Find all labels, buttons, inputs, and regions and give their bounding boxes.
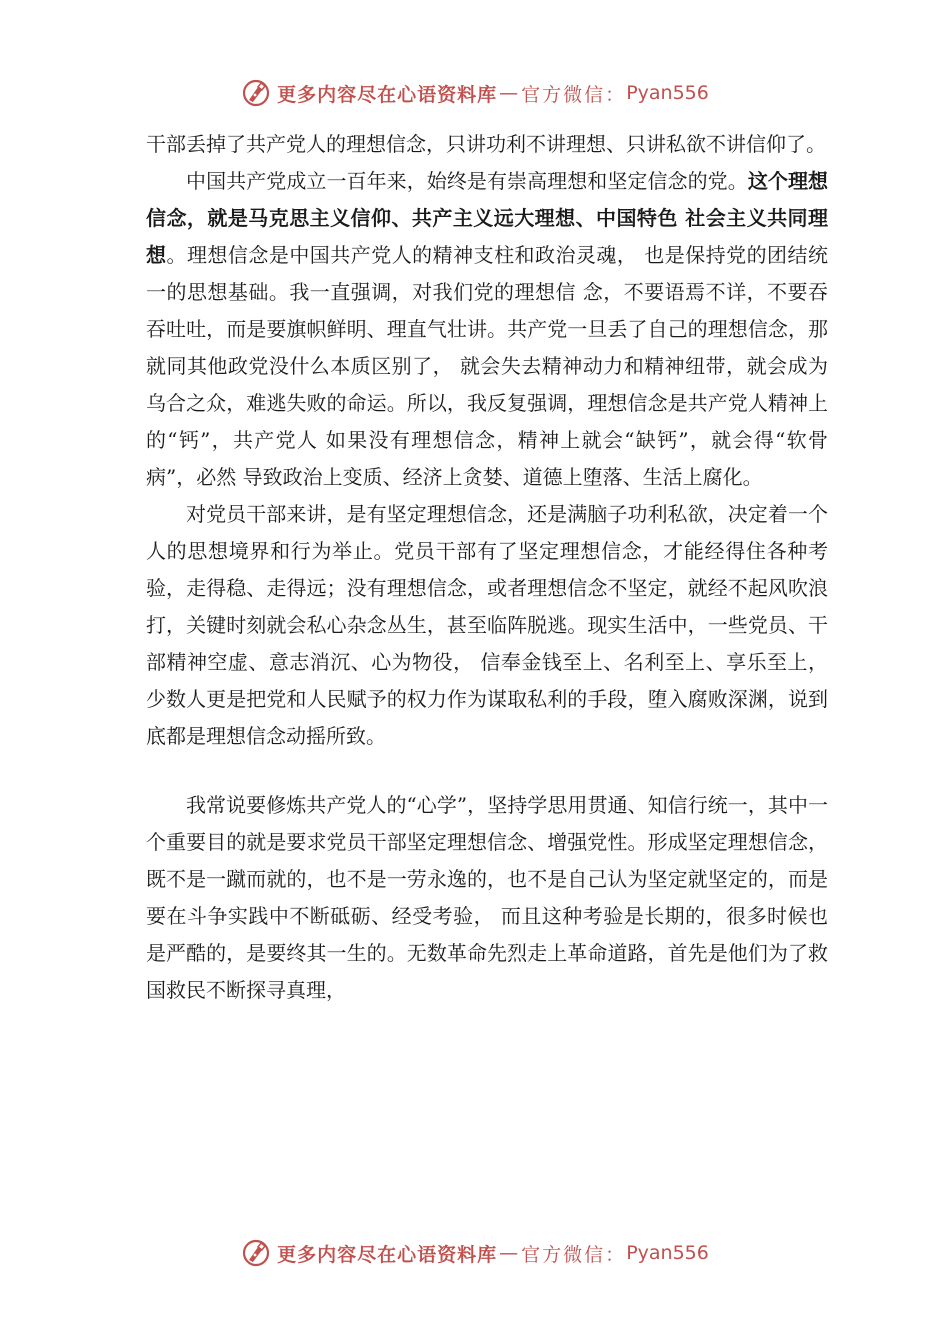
header-watermark bbox=[0, 73, 950, 113]
paragraph-cadres: 对党员干部来讲，是有坚定理想信念，还是满脑子功利私欲，决定着一个人的思想境界和行为举止。党员干部有了坚定理想信念，才能经得住各种考验，走得稳、走得远；没有理想信念，或者理想信念不坚定，就经不起风吹浪打，关键时刻就会私心杂念丛生，甚至临阵脱逃。现实生活中，一些党员、干部精神空虚、意志消沉、心为物役， 信奉金钱至上、名利至上、享乐至上，少数人更是把党和人民赋予的权力作为谋取私利的手段，堕入腐败深渊，说到底都是理想信念动摇所致。 bbox=[146, 502, 828, 748]
paragraph-ideals-rest: 。理想信念是中国共产党人的精神支柱和政治灵魂， 也是保持党的团结统一的思想基础。我一直强调，对我们党的理想信 念，不要语焉不详，不要吞吞吐吐，而是要旗帜鲜明、理直气壮讲。共产党一旦丢了自己的理想信念，那就同其他政党没什么本质区别了， 就会失去精神动力和精神纽带，就会成为乌合之众，难逃失败的命运。所以，我反复强调，理想信念是共产党人精神上的“钙”，共产党人 如果没有理想信念，精神上就会“缺钙”，就会得“软骨病”，必然 导致政治上变质、经济上贪婪、道德上堕落、生活上腐化。 bbox=[146, 243, 829, 489]
pen-nib-logo-icon bbox=[241, 1238, 271, 1268]
watermark-wechat-label: 官方微信： bbox=[521, 1243, 627, 1266]
paragraph-ideals bbox=[146, 163, 828, 496]
paragraph-heart-study: 我常说要修炼共产党人的“心学”，坚持学思用贯通、知信行统一，其中一个重要目的就是要求党员干部坚定理想信念、增强党性。形成坚定理想信念，既不是一蹴而就的，也不是一劳永逸的，也不是自己认为坚定就坚定的，而是要在斗争实践中不断砥砺、经受考验， 而且这种考验是长期的，很多时候也是严酷的，是要终其一生的。无数革命先烈走上革命道路，首先是他们为了救国救民不断探寻真理， bbox=[146, 793, 828, 1002]
watermark-separator: — bbox=[499, 1242, 520, 1264]
watermark-wechat-label: 官方微信： bbox=[521, 83, 627, 106]
paragraph-ideals-bold: 这个理想信念，就是马克思主义信仰、共产主义远大理想、中国特色 社会主义共同理想 bbox=[146, 169, 829, 267]
watermark-wechat-id: Pyan556 bbox=[626, 82, 709, 104]
pen-nib-logo-icon bbox=[241, 78, 271, 108]
watermark-brand: 更多内容尽在心语资料库 bbox=[277, 1243, 498, 1266]
watermark-brand: 更多内容尽在心语资料库 bbox=[277, 83, 498, 106]
watermark-separator: — bbox=[499, 82, 520, 104]
document-body bbox=[146, 126, 828, 1009]
paragraph-ideals-lead: 中国共产党成立一百年来，始终是有崇高理想和坚定信念的党。 bbox=[186, 169, 748, 193]
paragraph-continued: 干部丢掉了共产党人的理想信念，只讲功利不讲理想、只讲私欲不讲信仰了。 bbox=[146, 132, 826, 156]
footer-watermark bbox=[0, 1233, 950, 1273]
watermark-wechat-id: Pyan556 bbox=[626, 1242, 709, 1264]
